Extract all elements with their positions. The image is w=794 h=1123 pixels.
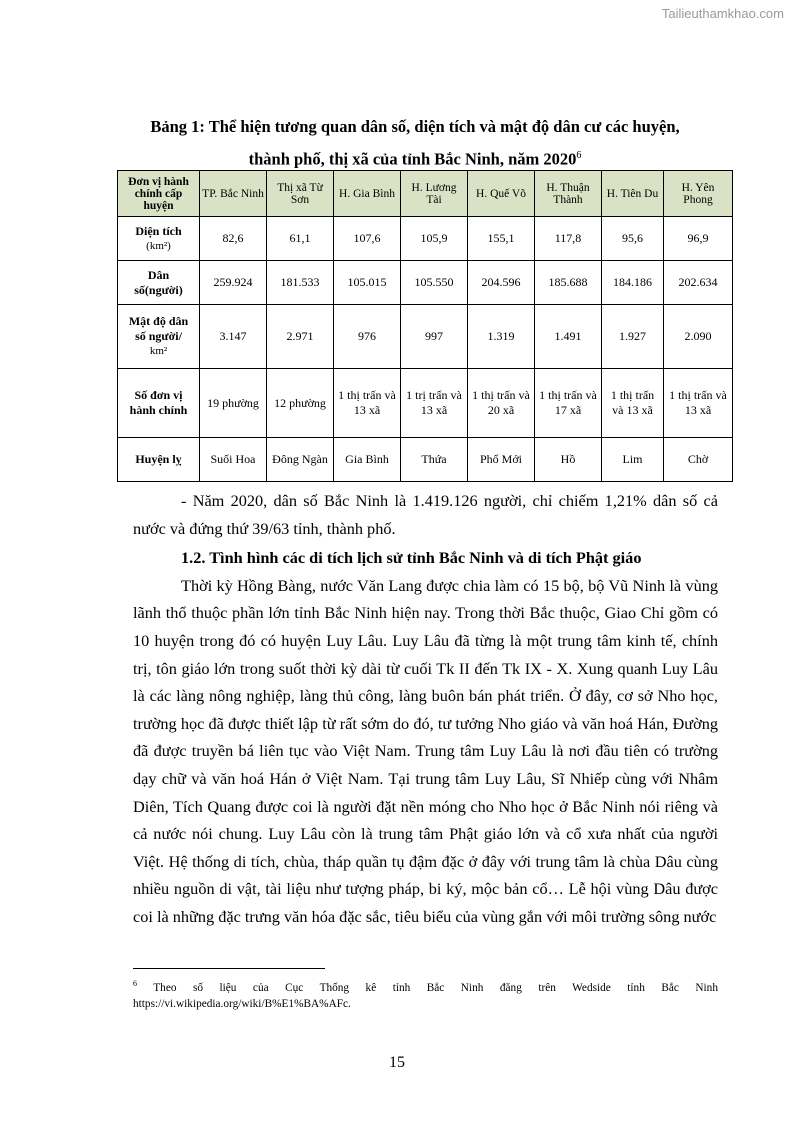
watermark: Tailieuthamkhao.com [661, 6, 784, 21]
section-heading: 1.2. Tình hình các di tích lịch sử tỉnh Bắc Ninh và di tích Phật giáo [181, 548, 642, 568]
row-label-text-2: số(người) [134, 282, 183, 297]
footnote-divider [133, 968, 325, 969]
row-label-text: Diện tích [135, 223, 182, 238]
header-col: H. Lương Tài [401, 171, 468, 217]
table-cell: Phố Mới [468, 438, 535, 482]
table-cell: 184.186 [602, 261, 664, 305]
caption-footnote-mark: 6 [576, 150, 582, 161]
caption-line-1: Bảng 1: Thể hiện tương quan dân số, diện tích và mật độ dân cư các huyện, [150, 117, 680, 136]
table-cell: 185.688 [535, 261, 602, 305]
table-cell: 1 thị trấn và 17 xã [535, 369, 602, 438]
table-cell: 1 thị trấn và 13 xã [602, 369, 664, 438]
table-cell: 1.319 [468, 305, 535, 369]
table-cell: Hồ [535, 438, 602, 482]
table-row [118, 438, 733, 482]
table-cell: 181.533 [267, 261, 334, 305]
table-cell: 997 [401, 305, 468, 369]
page-number: 15 [389, 1054, 405, 1071]
table-cell: 107,6 [334, 217, 401, 261]
table-cell: Thứa [401, 438, 468, 482]
body-text [133, 487, 718, 931]
population-table [117, 170, 733, 482]
footnote-text: Theo số liệu của Cục Thống kê tỉnh Bắc Ninh đăng trên Wedside tỉnh Bắc Ninh https://vi.wikipedia.org/wiki/B%E1%BA%AFc. [133, 981, 718, 1010]
header-col: TP. Bắc Ninh [200, 171, 267, 217]
row-label-text: Mật độ dân [128, 314, 189, 328]
row-label-text-2: số người/ [135, 329, 182, 343]
table-cell: 1.927 [602, 305, 664, 369]
table-cell: Đông Ngàn [267, 438, 334, 482]
table-cell: Lim [602, 438, 664, 482]
table-cell: 1 thị trấn và 13 xã [334, 369, 401, 438]
table-cell: Gia Bình [334, 438, 401, 482]
table-row [118, 217, 733, 261]
table-row [118, 305, 733, 369]
table-cell: Chờ [664, 438, 733, 482]
table-cell: 96,9 [664, 217, 733, 261]
row-label: Huyện lỵ [118, 438, 200, 482]
table-cell: 1 thị trấn và 20 xã [468, 369, 535, 438]
footnote [133, 976, 718, 1012]
table-cell: 105.015 [334, 261, 401, 305]
table-cell: 1.491 [535, 305, 602, 369]
table-cell: 2.971 [267, 305, 334, 369]
row-label [118, 217, 200, 261]
header-col: H. Quế Võ [468, 171, 535, 217]
header-col: H. Yên Phong [664, 171, 733, 217]
table-cell: 95,6 [602, 217, 664, 261]
table-header-row [118, 171, 733, 217]
table-cell: 1 thị trấn và 13 xã [664, 369, 733, 438]
row-label [118, 261, 200, 305]
row-label [118, 305, 200, 369]
table-row [118, 261, 733, 305]
row-label [118, 369, 200, 438]
table-cell: 204.596 [468, 261, 535, 305]
header-col: H. Thuận Thành [535, 171, 602, 217]
table-cell: 105.550 [401, 261, 468, 305]
table-cell: 61,1 [267, 217, 334, 261]
table-cell: 202.634 [664, 261, 733, 305]
header-col: H. Gia Bình [334, 171, 401, 217]
table-caption [100, 112, 730, 174]
table-cell: 105,9 [401, 217, 468, 261]
table-cell: 12 phường [267, 369, 334, 438]
row-label-text: Số đơn vị [134, 388, 183, 402]
table-cell: 19 phường [200, 369, 267, 438]
table-cell: 155,1 [468, 217, 535, 261]
header-label: Đơn vị hành chính cấp huyện [118, 171, 200, 217]
table-cell: 1 trị trấn và 13 xã [401, 369, 468, 438]
header-col: H. Tiên Du [602, 171, 664, 217]
paragraph: Thời kỳ Hồng Bàng, nước Văn Lang được chia làm có 15 bộ, bộ Vũ Ninh là vùng lãnh thổ thuộc phần lớn tỉnh Bắc Ninh hiện nay. Trong thời Bắc thuộc, Giao Chỉ gồm có 10 huyện trong đó có huyện Luy Lâu. Luy Lâu đã từng là một trung tâm kinh tế, chính trị, tôn giáo lớn trong suốt thời kỳ dài từ cuối Tk II đến Tk IX - X. Xung quanh Luy Lâu là các làng nông nghiệp, làng thủ công, làng buôn bán phát triển. Ở đây, cơ sở Nho học, trường học đã được thiết lập từ rất sớm do đó, tư tưởng Nho giáo và văn hoá Hán, Đường đã được truyền bá liên tục vào Việt Nam. Trung tâm Luy Lâu là nơi đầu tiên có trường dạy chữ và văn hoá Hán ở Việt Nam. Tại trung tâm Luy Lâu, Sĩ Nhiếp cùng với Nhâm Diên, Tích Quang được coi là người đặt nền móng cho Nho học ở Bắc Ninh nói riêng và cả nước nói chung. Luy Lâu còn là trung tâm Phật giáo lớn và cổ xưa nhất của người Việt. Hệ thống di tích, chùa, tháp quần tụ đậm đặc ở đây với trung tâm là chùa Dâu cùng nhiều nguồn di vật, tài liệu như tượng pháp, bi ký, mộc bản cổ… Lễ hội vùng Dâu được coi là những đặc trưng văn hóa đặc sắc, tiêu biểu của vùng gắn với môi trường sông nước [133, 575, 718, 926]
caption-line-2 [100, 141, 730, 174]
table-cell: 117,8 [535, 217, 602, 261]
row-label-unit: (km²) [146, 239, 171, 252]
caption-line-2-text: thành phố, thị xã của tỉnh Bắc Ninh, năm 2020 [248, 149, 577, 169]
row-label-text: Dân [147, 267, 170, 282]
header-col: Thị xã Từ Sơn [267, 171, 334, 217]
footnote-mark: 6 [133, 979, 137, 988]
paragraph: - Năm 2020, dân số Bắc Ninh là 1.419.126 người, chỉ chiếm 1,21% dân số cả nước và đứng thứ 39/63 tỉnh, thành phố. [133, 491, 718, 538]
table-cell: Suối Hoa [200, 438, 267, 482]
table-cell: 976 [334, 305, 401, 369]
table-cell: 2.090 [664, 305, 733, 369]
table-row [118, 369, 733, 438]
table-cell: 259.924 [200, 261, 267, 305]
table-cell: 82,6 [200, 217, 267, 261]
row-label-text-2: hành chính [129, 403, 188, 417]
row-label-unit: km² [149, 345, 168, 357]
table-cell: 3.147 [200, 305, 267, 369]
